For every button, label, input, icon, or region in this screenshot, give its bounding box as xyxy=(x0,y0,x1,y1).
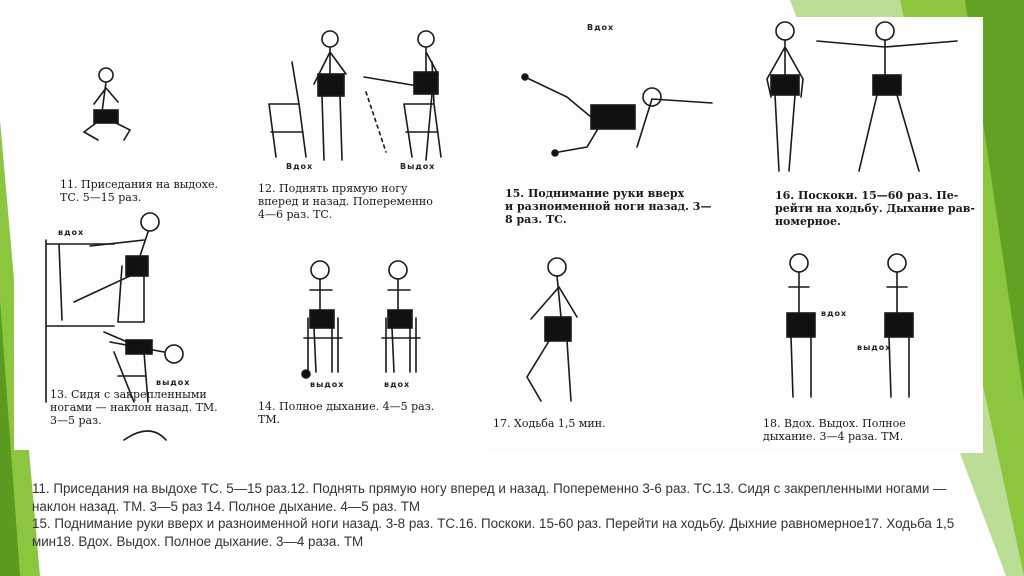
description-line-2: 15. Поднимание руки вверх и разноименной ноги назад. 3-8 раз. ТС.16. Поскоки. 15-60 раз. Перейти на ходьбу. Дыхние равномерное17. Ходьба 1,5 мин18. Вдох. Выдох. Полное дыхание. 3—4 раза. ТМ xyxy=(32,516,955,549)
fig13-exhale-label: выдох xyxy=(156,378,191,387)
fig12-caption: 12. Поднять прямую ногу вперед и назад. Попеременно 4—6 раз. ТС. xyxy=(258,182,433,221)
fig13-inhale-label: вдох xyxy=(58,228,85,237)
exercise-description xyxy=(32,480,992,550)
fig18-caption: 18. Вдох. Выдох. Полное дыхание. 3—4 раза. ТМ. xyxy=(763,417,906,443)
fig15-caption: 15. Поднимание руки вверх и разноименной ноги назад. 3— 8 раз. ТС. xyxy=(505,187,712,226)
fig14-inhale-label: вдох xyxy=(384,380,411,389)
fig15-illustration xyxy=(522,74,712,156)
fig18-exhale-label: выдох xyxy=(857,343,892,352)
fig11-caption: 11. Приседания на выдохе. ТС. 5—15 раз. xyxy=(60,178,218,204)
fig12-exhale-label: Выдох xyxy=(400,162,436,171)
description-line-1: 11. Приседания на выдохе ТС. 5—15 раз.12. Поднять прямую ногу вперед и назад. Попеременно 3-6 раз. ТС.13. Сидя с закрепленными ногами — наклон назад. ТМ. 3—5 раз 14. Полное дыхание. 4—5 раз. ТМ xyxy=(32,481,947,514)
right-illustrations xyxy=(487,17,983,453)
fig16-illustration xyxy=(767,22,957,171)
fig16-caption: 16. Поскоки. 15—60 раз. Пе- рейти на ходьбу. Дыхание рав- номерное. xyxy=(775,189,975,228)
fig14-illustration xyxy=(302,261,420,378)
fig15-inhale-label: Вдох xyxy=(587,23,615,32)
fig11-illustration xyxy=(84,68,130,140)
left-exercise-panel xyxy=(14,22,450,450)
fig17-caption: 17. Ходьба 1,5 мин. xyxy=(493,417,606,430)
fig12-illustration xyxy=(269,31,441,160)
fig18-illustration xyxy=(787,254,913,397)
fig13-caption: 13. Сидя с закрепленными ногами — наклон назад. ТМ. 3—5 раз. xyxy=(50,388,218,427)
fig18-inhale-label: вдох xyxy=(821,309,848,318)
fig12-inhale-label: Вдох xyxy=(286,162,314,171)
right-exercise-panel xyxy=(487,17,983,453)
fig17-illustration xyxy=(527,258,577,401)
fig14-caption: 14. Полное дыхание. 4—5 раз. ТМ. xyxy=(258,400,435,426)
fig14-exhale-label: выдох xyxy=(310,380,345,389)
